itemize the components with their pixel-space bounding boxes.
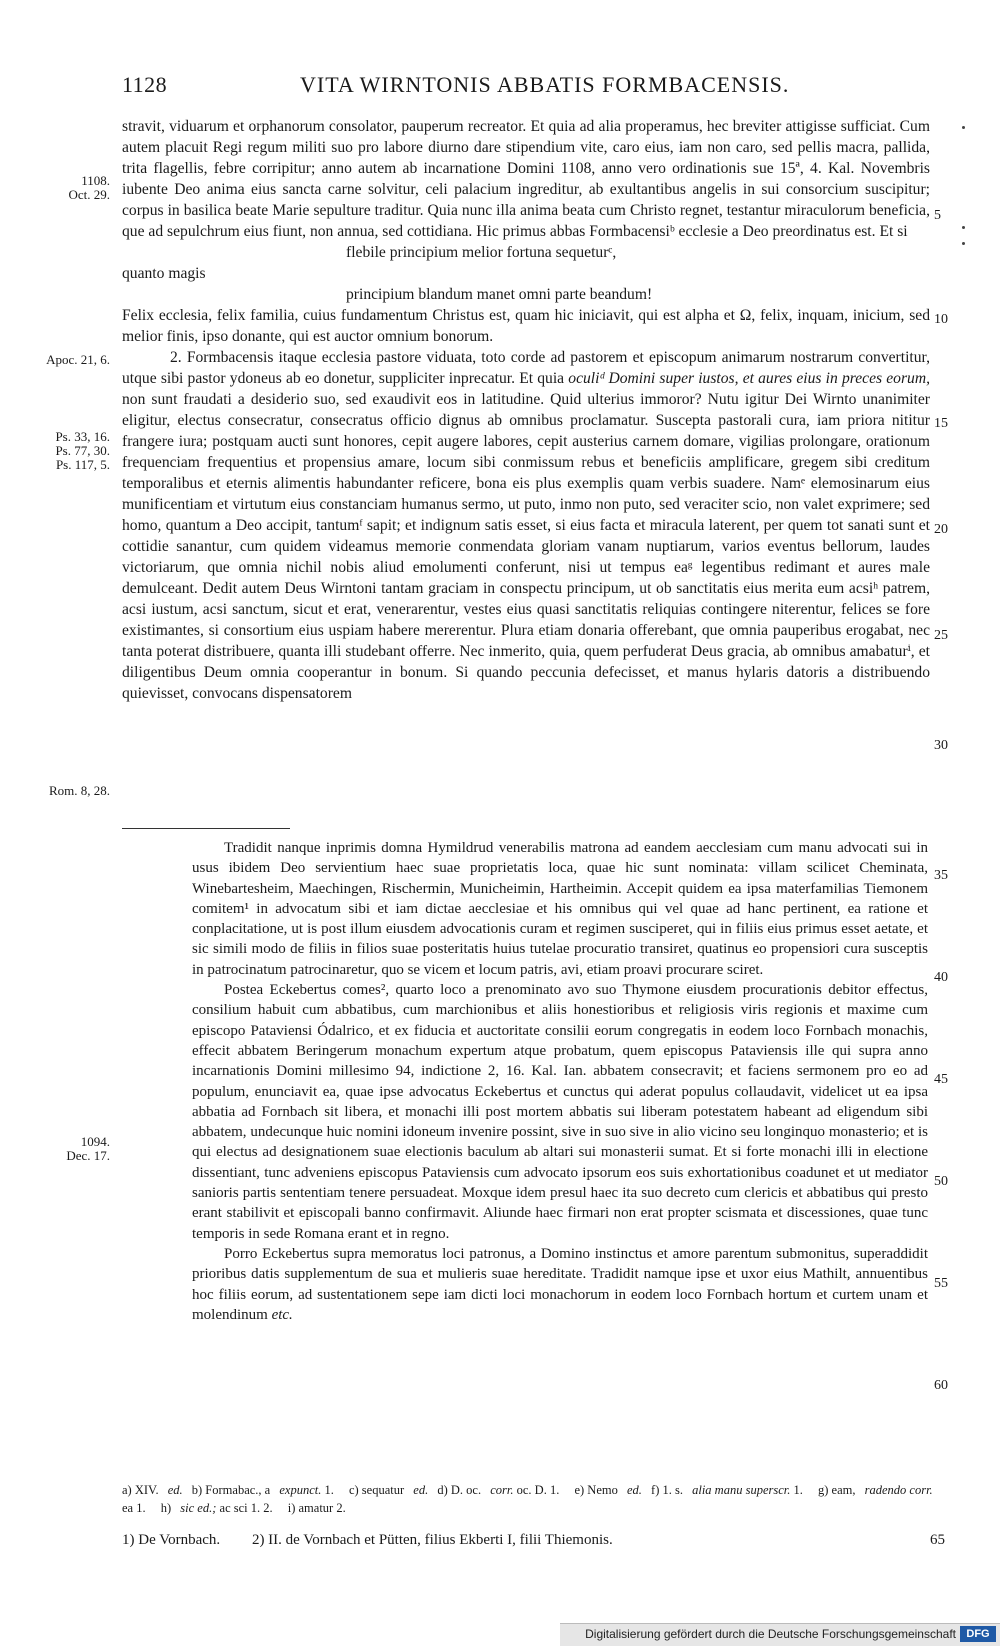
text-run: oc. D. 1. [513,1483,560,1497]
paragraph: stravit, viduarum et orphanorum consolator, pauperum recreator. Et quia ad alia properamus, hec breviter attigisse sufficiat. Cum autem placuit Regi regum militi suo pro labore diurno dare stipendium vite, caro eius, iam non caro, sed pellis macra, pallida, trita flagellis, febre corripitur; anno autem ab incarnatione Domini 1108, anno vero ordinationis sue 15ª, 4. Kal. Novembris iubente Deo anima eius sancta carne solvitur, celi palacium ingreditur, ab exultantibus angelis in sui consorcium suscipitur; corpus in basilica beate Marie sepulture traditur. Quia nunc illa anima beata cum Christo regnet, testantur miraculorum beneficia, que ad sepulchrum eius fiunt, non annua, sed cottidiana. Hic primus abbas Formbacensiᵇ ecclesie a Deo preordinatus est. Et si [122,118,930,240]
note-paragraph [192,1244,928,1325]
line-number: 35 [934,868,948,883]
text-run: ed. [167,1483,183,1497]
italic-quote: Domini super iustos, et aures eius in preces eorum, [608,370,930,387]
note-paragraph: Tradidit nanque inprimis domna Hymildrud venerabilis matrona ad eandem aecclesiam cum manu advocati sui in usus ibidem Deo servientium haec suae proprietatis loca, quae hic sunt nominata: villam scilicet Cheminata, Winebartesheim, Maechingen, Rischermin, Municheimin, Hartheimin. Accepit quidem ea ipsa materfamilias Tiemonem comitem¹ in advocatum sibi et iam dictae aecclesiae et his omnibus qui vel quae ad hanc pertinent, ea ratione et conplacitatione, ut is post illum eiusdem advocationis curam et regimen susciperet, qui in filiis eius primus esset aetate, et sic simili modo de filiis in filios suae posteritatis huius tutelae procuratio transiret, quatinus eo propensiori cura susceptis in patrocinatum patrocinaretur, quo se vicem et locum patris, avi, etiam proavi procurare sciret. [192,840,928,978]
text-run: corr. [490,1483,514,1497]
apparatus-entry [349,1483,428,1497]
footnotes [122,1532,641,1549]
apparatus-entry: i) amatur 2. [287,1501,346,1515]
text-run: b) Formabac., a [191,1483,274,1497]
margin-year: 1108. [81,173,110,188]
margin-ref-apoc [40,353,110,367]
funding-text: Digitalisierung gefördert durch die Deutsche Forschungsgemeinschaft [585,1627,956,1641]
apparatus-entry [122,1483,183,1497]
margin-ref: Apoc. 21, 6. [46,352,110,367]
line-number: 25 [934,628,948,643]
text-run: 1. [321,1483,334,1497]
margin-ref-rom [40,784,110,798]
text-run: ed. [626,1483,642,1497]
margin-day: Oct. 29. [68,187,110,202]
text-run: radendo corr. [864,1483,933,1497]
text-run: alia manu superscr. [692,1483,791,1497]
verse-lead: quanto magis [122,265,206,282]
text-run: expunct. [279,1483,322,1497]
margin-ref-ps [40,430,110,472]
funding-bar [560,1623,1000,1646]
text-run: ea 1. [122,1501,146,1515]
margin-ref: Ps. 117, 5. [55,457,110,472]
scan-dot [962,226,965,229]
note-paragraph: Postea Eckebertus comes², quarto loco a prenominato avo suo Thymone eiusdem procurationis debitor effectus, consilium habuit cum abbatibus, cum marchionibus et aliis honestioribus et religiosis viris regionis et maxime cum episcopo Pataviensi Ódalrico, et ex fiducia et auctoritate consilii eorum congregatis in eodem loco Fornbach monachis, effecit abbatem Beringerum monachum expertum atque probatum, quem episcopus Pataviensis ille qui supra anno incarnationis Domini millesimo 94, indictione 2, 16. Kal. Ian. abbatem consecravit; et faciens sermonem pro eo ad populum, enunciavit ea, quae ipse advocatus Eckebertus et cunctus qui aderat populus collaudavit, videlicet ut ea ipsa abbatia ad Fornbach sit libera, et monachi illi post mortem abbatis sui liberam potestatem habeant ad eligendum sibi abbatem, undecunque huic nomini idoneum invenire possint, sive in suo sive in alio vicino seu longinquo monasterio; et is qui electus ad designationem suae electionis baculum ab altari sui monasterii sumat. Et si forte monachi illi in electione dissentiant, tunc adveniens episcopus Pataviensis cum advocato ipsorum eos suis exhortationibus coadunet et ut mediator sanioris partis sententiam tenere persuadeat. Moxque idem presul haec ita suo decreto cum clericis et abbatibus qui presto erant stabilivit et episcopali banno confirmavit. Aliunde haec firmari non erat propter scismata et discessiones, quae tunc temporis in sede Romana erant et in regno. [192,982,928,1242]
line-number: 65 [930,1532,945,1548]
text-run: d) D. oc. [437,1483,485,1497]
separator-rule [122,828,290,829]
verse-line: flebile principium melior fortuna sequeturᶜ, [346,244,617,261]
line-number: 15 [934,416,948,431]
text-run: 2. Formbacensis itaque ecclesia pastore viduata, toto corde ad pastorem et episcopum animarum nostrarum convertitur, utque sibi pastor ydoneus ab eo donetur, suppliciter inprecatur. Et quia [122,349,930,387]
text-run: g) eam, [818,1483,859,1497]
verse-line: principium blandum manet omni parte beandum! [346,286,653,303]
line-number: 50 [934,1174,948,1189]
apparatus-entry [574,1483,641,1497]
margin-date-1094 [40,1135,110,1163]
text-run: ed. [413,1483,429,1497]
line-number: 5 [934,208,941,223]
margin-ref: Ps. 33, 16. [55,429,110,444]
text-run: sic ed.; [180,1501,217,1515]
line-number: 10 [934,312,948,327]
apparatus-entry [437,1483,565,1497]
scan-dot [962,126,965,129]
text-run: ac sci 1. 2. [216,1501,273,1515]
dfg-logo: DFG [960,1626,996,1642]
margin-date-1108 [40,174,110,202]
line-number: 60 [934,1378,948,1393]
footnote-2: 2) II. de Vornbach et Pütten, filius Ekberti I, filii Thiemonis. [251,1532,613,1548]
text-run: h) [160,1501,175,1515]
paragraph [122,347,930,704]
line-number: 20 [934,522,948,537]
apparatus-entry [192,1483,340,1497]
line-number: 45 [934,1072,948,1087]
scan-dot [962,242,965,245]
margin-day: Dec. 17. [66,1148,110,1163]
text-run: Porro Eckebertus supra memoratus loci patronus, a Domino instinctus et amore parentum submonitus, superaddidit prioribus datis supplementum de sua et mulieris suae hereditate. Tradidit namque ipse et uxor eius Mathilt, annuentibus hoc filiis eorum, ad sustentationem sepe iam dicti loci monachorum in eodem loco Fornbach hortum et curtem unam et molendinum [192,1245,928,1323]
line-number: 40 [934,970,948,985]
margin-ref: Ps. 77, 30. [55,443,110,458]
text-run: 1. [790,1483,803,1497]
text-run: e) Nemo [574,1483,621,1497]
line-number: 55 [934,1276,948,1291]
text-run: c) sequatur [348,1483,408,1497]
footnote-1: 1) De Vornbach. [122,1532,221,1548]
page-number: 1128 [122,72,168,97]
text-run: etc. [271,1306,293,1323]
critical-apparatus [122,1481,940,1517]
italic-quote: oculiᵈ [568,370,605,387]
text-run: a) XIV. [122,1483,162,1497]
text-run: non sunt fraudati a desiderio suo, sed exaudivit eos in latitudine. Quid ulterius immoror? Nutu igitur Dei Wirnto unanimiter eligitur, electus consecratur, consecratus officio dignus ab omnibus proclamatur. Suscepta pastorali cura, iam priora nititur frangere iura; postquam aucti sunt honores, cepit augere labores, cepit austerius carnem domare, vigilias prolongare, orationum frequenciam frequentius et propensius amare, locum sibi conmissum rebus et beneficiis amplificare, gregem sibi creditum temporalibus et eternis alimentis habundanter reficere, bona eis plus exemplis quam verbis suadere. Namᵉ elemosinarum eius munificentiam et virtutum eius constanciam humanus sermo, ut puto, inmo non puto, sed veraciter scio, non valet exprimere; sed homo, quantum a Deo accipit, tantumᶠ sapit; et indignum satis esset, si eius facta et miracula laterent, per quem tot sanati sunt et cottidie sanantur, cum quidem videamus memorie conmendata gloriam vanam nuptiarum, varios eventus bellorum, laudes victoriarum, que omnia nichil nobis aliud emolumenti conferunt, nisi ut tempus eaᵍ legentibus redimant et aures male demulceant. Dedit autem Deus Wirntoni tantam graciam in conspectu principum, ut ob sanctitatis eius merita eum acsiʰ patrem, acsi iustum, acsi sanctum, sicut et erat, venerarentur, vestes eius quasi sanctitatis reliquias contingere niterentur, felices se fore existimantes, si consortium eius uspiam habere mererentur. Plura etiam donaria offerebant, que omnia pauperibus erogabat, nec tanta poterat distribuere, quanta illi studebant offerre. Nec inmerito, quia, quem perfuderat Deus gracia, ab omnibus amabaturⁱ, et diligentibus Deum omnia cooperantur in bonum. Si quando peccunia defecisset, et manus hylaris datoris a distribuendo quievisset, convocans dispensatorem [122,391,930,702]
note-text [192,838,928,1325]
main-text [122,116,930,704]
text-run: f) 1. s. [651,1483,687,1497]
running-title: VITA WIRNTONIS ABBATIS FORMBACENSIS. [300,72,790,97]
margin-ref: Rom. 8, 28. [48,783,110,798]
apparatus-entry [651,1483,809,1497]
line-number: 30 [934,738,948,753]
apparatus-entry [161,1501,279,1515]
paragraph: Felix ecclesia, felix familia, cuius fundamentum Christus est, quam hic iniciavit, qui est alpha et Ω, felix, inquam, inicium, sed melior finis, ipso donante, qui est auctor omnium bonorum. [122,307,930,345]
margin-year: 1094. [80,1134,110,1149]
